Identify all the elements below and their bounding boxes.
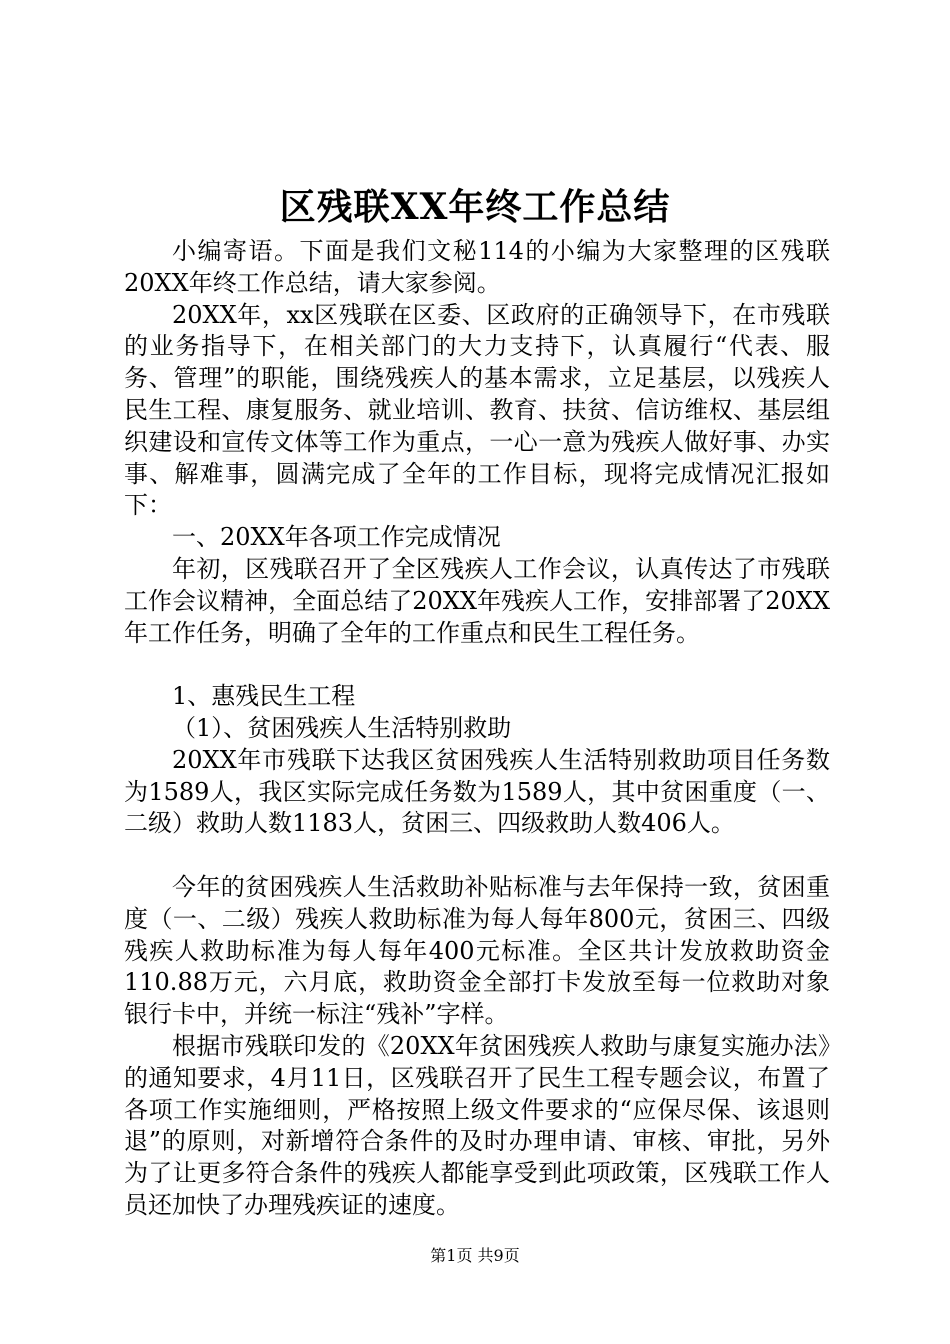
paragraph-implementation: 根据市残联印发的《20XX年贫困残疾人救助与康复实施办法》的通知要求，4月11日，区残联召开了民生工程专题会议，布置了各项工作实施细则，严格按照上级文件要求的“应保尽保、该退则退”的原则，对新增符合条件的及时办理申请、审核、审批，另外为了让更多符合条件的残疾人都能享受到此项政策，区残联工作人员还加快了办理残疾证的速度。 [124,1031,830,1219]
paragraph-overview: 20XX年，xx区残联在区委、区政府的正确领导下，在市残联的业务指导下，在相关部门的大力支持下，认真履行“代表、服务、管理”的职能，围绕残疾人的基本需求，立足基层，以残疾人民生工程、康复服务、就业培训、教育、扶贫、信访维权、基层组织建设和宣传文体等工作为重点，一心一意为残疾人做好事、办实事、解难事，圆满完成了全年的工作目标，现将完成情况汇报如下： [124,300,830,520]
subsection-heading: 1、惠残民生工程 [172,682,356,711]
paragraph-intro: 小编寄语。下面是我们文秘114的小编为大家整理的区残联20XX年终工作总结，请大家参阅。 [124,237,830,297]
paragraph-subsidy-standard: 今年的贫困残疾人生活救助补贴标准与去年保持一致，贫困重度（一、二级）残疾人救助标准为每人每年800元，贫困三、四级残疾人救助标准为每人每年400元标准。全区共计发放救助资金110.88万元，六月底，救助资金全部打卡发放至每一位救助对象银行卡中，并统一标注“残补”字样。 [124,872,830,1029]
section-heading: 一、20XX年各项工作完成情况 [172,523,501,552]
item-heading: （1）、贫困残疾人生活特别救助 [172,713,512,742]
paragraph-task-numbers: 20XX年市残联下达我区贫困残疾人生活特别救助项目任务数为1589人，我区实际完成任务数为1589人，其中贫困重度（一、二级）救助人数1183人，贫困三、四级救助人数406人。 [124,745,830,838]
paragraph-annual-meeting: 年初，区残联召开了全区残疾人工作会议，认真传达了市残联工作会议精神，全面总结了20XX年残疾人工作，安排部署了20XX年工作任务，明确了全年的工作重点和民生工程任务。 [124,554,830,647]
document-title: 区残联XX年终工作总结 [279,186,671,228]
page-footer: 第1页 共9页 [430,1246,520,1265]
document-body [124,236,830,1222]
